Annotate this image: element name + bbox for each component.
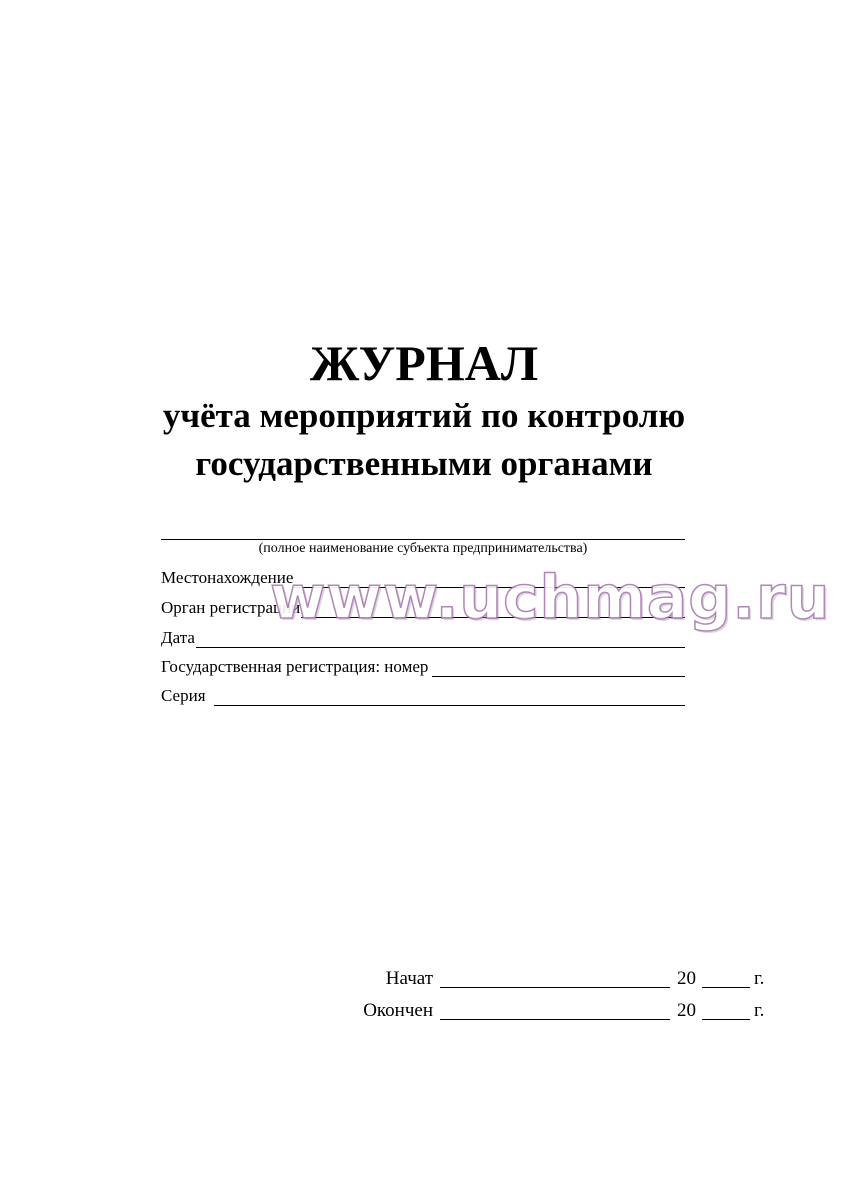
ended-year-prefix: 20 (677, 1000, 696, 1021)
started-label: Начат (385, 968, 433, 989)
series-label: Серия (161, 686, 206, 705)
ended-date-blank (440, 1018, 670, 1020)
ended-date-row (340, 998, 770, 1024)
registration-number-field (161, 655, 685, 677)
entity-name-caption: (полное наименование субъекта предпринимательства) (258, 541, 588, 556)
date-label: Дата (161, 628, 195, 647)
started-date-blank (440, 986, 670, 988)
document-subtitle-line-1: учёта мероприятий по контролю (162, 396, 686, 435)
series-blank (214, 687, 685, 706)
ended-label: Окончен (363, 1000, 433, 1021)
started-year-prefix: 20 (677, 968, 696, 989)
ended-year-suffix: г. (754, 1000, 765, 1021)
document-subtitle-line-2: государственными органами (195, 444, 653, 483)
watermark: www.uchmag.ru (270, 563, 831, 633)
started-date-row (340, 966, 770, 992)
ended-year-blank (702, 1018, 750, 1020)
registration-number-blank (432, 658, 685, 677)
document-title: ЖУРНАЛ (309, 335, 539, 391)
started-year-blank (702, 986, 750, 988)
location-label: Местонахождение (161, 568, 294, 587)
started-year-suffix: г. (754, 968, 765, 989)
series-field (161, 684, 685, 706)
registration-number-label: Государственная регистрация: номер (161, 657, 429, 676)
registration-authority-label: Орган регистрации (161, 598, 301, 617)
